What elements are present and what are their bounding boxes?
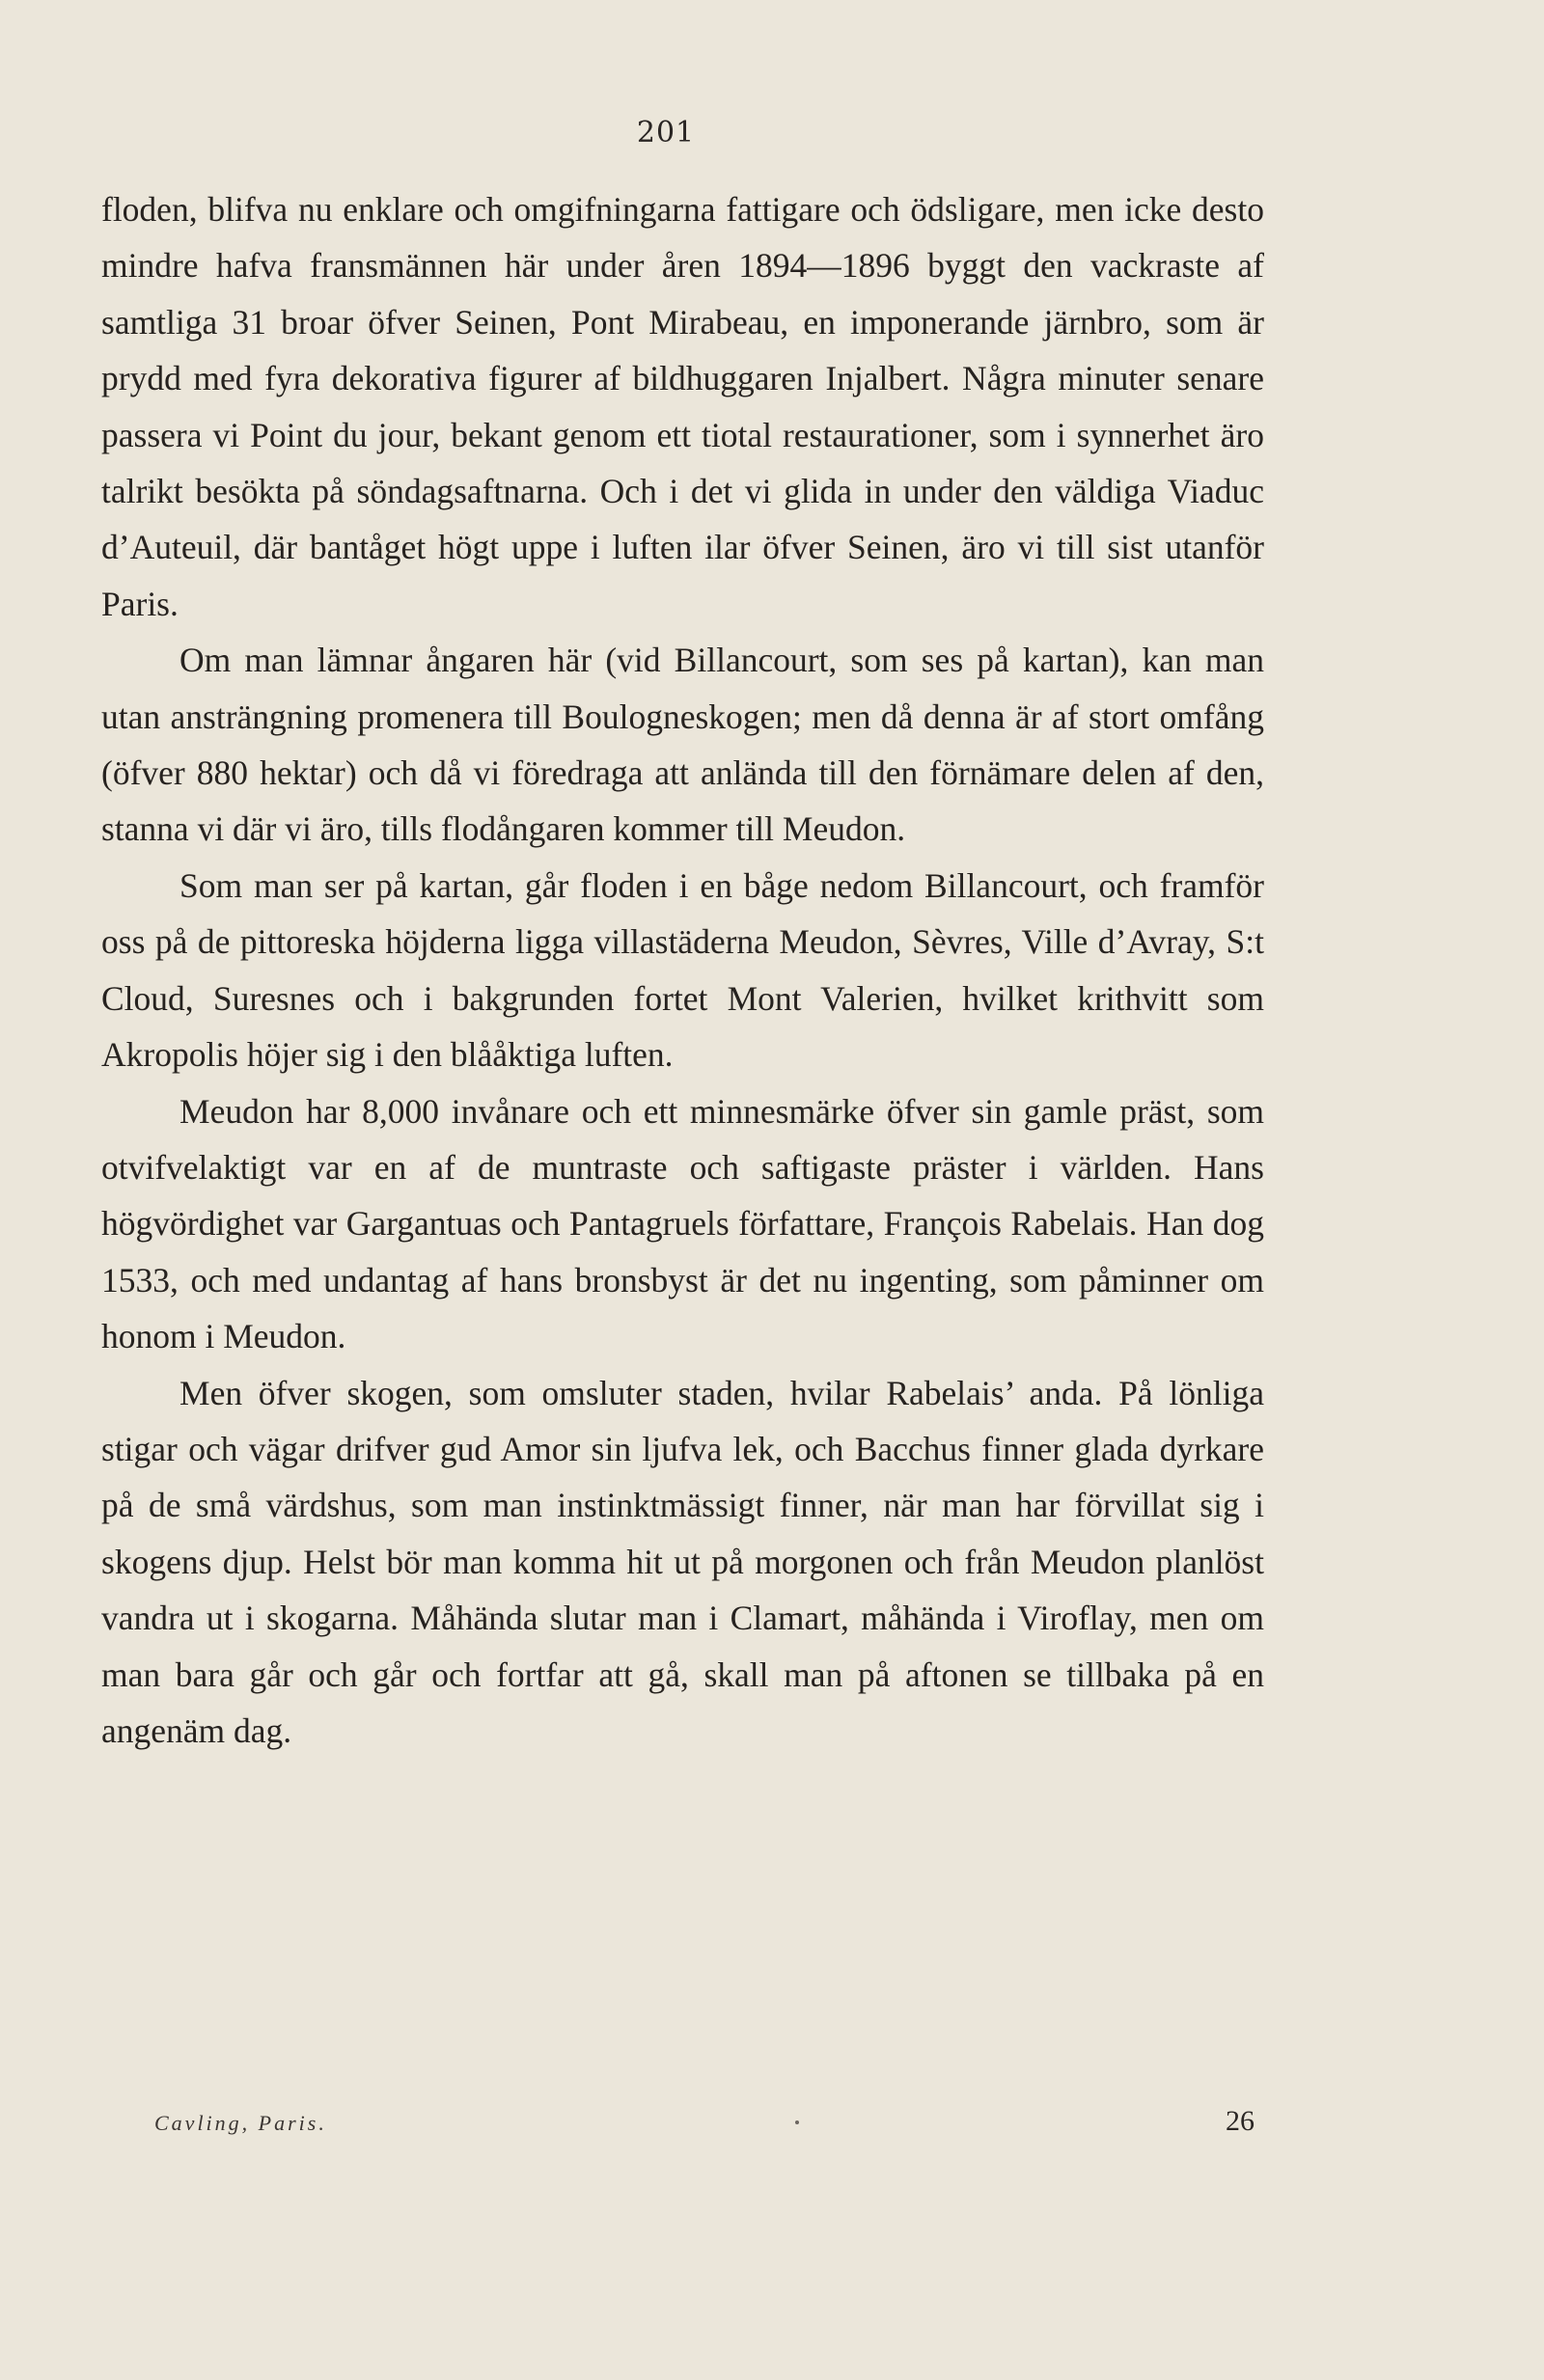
body-text	[101, 181, 1264, 1759]
paragraph-1: floden, blifva nu enklare och omgifningarna fattigare och ödsligare, men icke desto mindre hafva fransmännen här under åren 1894—1896 byggt den vackraste af samtliga 31 broar öfver Seinen, Pont Mirabeau, en imponerande järnbro, som är prydd med fyra dekorativa figurer af bildhuggaren Injalbert. Några minuter senare passera vi Point du jour, bekant genom ett tiotal restaurationer, som i synnerhet äro talrikt besökta på söndagsaftnarna. Och i det vi glida in under den väldiga Viaduc d’Auteuil, där bantåget högt uppe i luften ilar öfver Seinen, äro vi till sist utanför Paris.	[101, 190, 1264, 623]
page-number: 201	[636, 116, 696, 150]
paragraph-4: Meudon har 8,000 invånare och ett minnesmärke öfver sin gamle präst, som otvifvelaktigt var en af de muntraste och saftigaste präster i världen. Hans högvördighet var Gargantuas och Pantagruels författare, François Rabelais. Han dog 1533, och med undantag af hans bronsbyst är det nu ingenting, som påminner om honom i Meudon.	[101, 1091, 1264, 1356]
paragraph-5: Men öfver skogen, som omsluter staden, hvilar Rabelais’ anda. På lönliga stigar och vägar drifver gud Amor sin ljufva lek, och Bacchus finner glada dyrkare på de små värdshus, som man instinktmässigt finner, när man har förvillat sig i skogens djup. Helst bör man komma hit ut på morgonen och från Meudon planlöst vandra ut i skogarna. Måhända slutar man i Clamart, måhända i Viroflay, men om man bara går och går och fortfar att gå, skall man på aftonen se tillbaka på en angenäm dag.	[101, 1373, 1264, 1750]
sheet-number: 26	[1226, 2105, 1254, 2137]
paragraph-3: Som man ser på kartan, går floden i en båge nedom Billancourt, och framför oss på de pittoreska höjderna ligga villastäderna Meudon, Sèvres, Ville d’Avray, S:t Cloud, Suresnes och i bakgrunden fortet Mont Valerien, hvilket krithvitt som Akropolis höjer sig i den blååktiga luften.	[101, 865, 1264, 1075]
footer-dot	[795, 2120, 799, 2124]
paragraph-2: Om man lämnar ångaren här (vid Billancourt, som ses på kartan), kan man utan ansträngning promenera till Boulogneskogen; men då denna är af stort omfång (öfver 880 hektar) och då vi föredraga att anlända till den förnämare delen af den, stanna vi där vi äro, tills flodångaren kommer till Meudon.	[101, 641, 1264, 849]
page-footer	[154, 2105, 1254, 2144]
signature-mark: Cavling, Paris.	[154, 2111, 327, 2135]
